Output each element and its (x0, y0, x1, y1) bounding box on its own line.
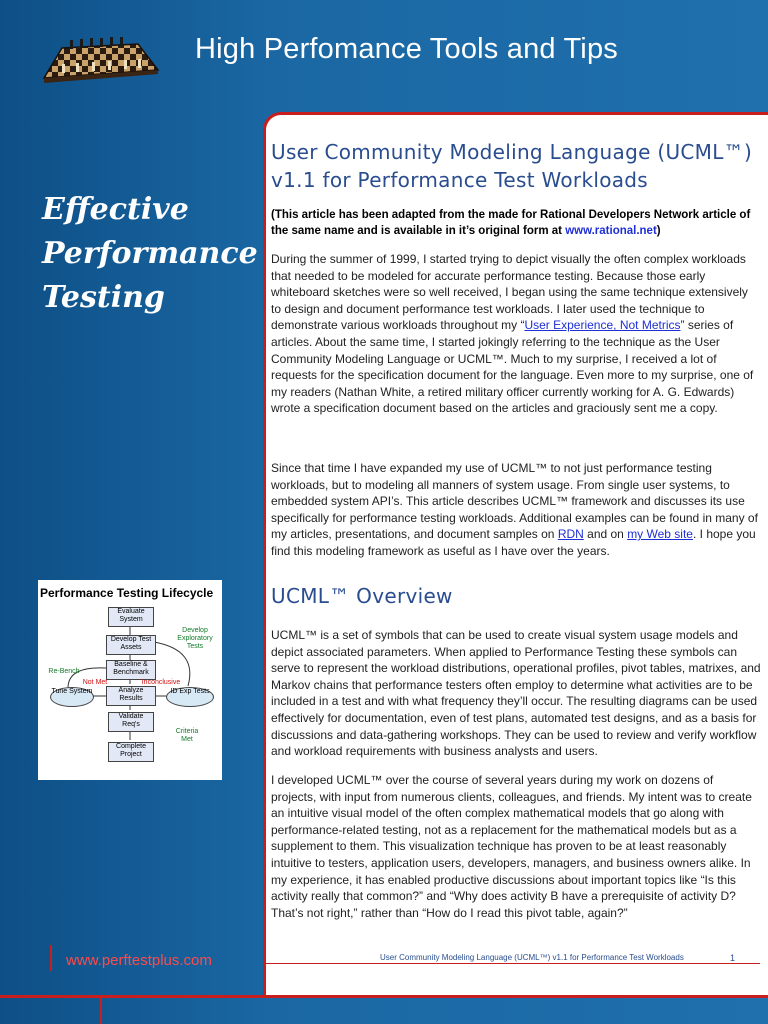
label-inconclusive: Inconclusive (141, 679, 181, 686)
label-rebench: Re-Bench (48, 668, 80, 675)
paragraph: I developed UCML™ over the course of several years during my work on dozens of projects, with input from numerous clients, colleagues, and friends. My intent was to create an intuitive visual model of the often complex mathematical models that go along with performance-related testing, not as a replacement for the mathematical models but as a supplement to them. This visualization technique has proven to be at least reasonably intuitive to testers, application users, developers, managers, and business owners alike. In my experience, it has enabled productive discussions about important topics like “Is this activity really that common?” and “Why does activity B have a prerequisite of activity D? That’s not right,” rather than “How do I read this pivot table, again?” (271, 773, 752, 920)
paragraph: Since that time I have expanded my use of UCML™ to not just performance testing workloads, but to modeling all manners of system usage. From single user systems, to embedded system API’s. This article describes UCML™ framework and discusses its use specifically for performance testing workloads. Additional examples can be found in many of my articles, presentations, and document samples on RDN and on my Web site. I hope you find this modeling framework as useful as I have over the years. (271, 461, 758, 558)
page-number: 1 (730, 953, 736, 963)
label-criteria-met: Criteria Met (175, 728, 199, 743)
chessboard-logo (40, 30, 160, 90)
paragraph: UCML™ is a set of symbols that can be used to create visual system usage models and depict associated parameters. When applied to Performance Testing these symbols can serve to represent the workload distributions, operational profiles, pivot tables, matrixes, and Markov chains that performance testers often employ to determine what activities are to be included in a test and with what frequency they’ll occur. The resulting diagrams can be used effectively for documentation, even of test plans, automated test designs, and as a basis for discussions and data-gathering workshops. They can be used to review and verify workflow and workload requirements with business analysts and users. (271, 628, 761, 759)
node-tune: Tune System (50, 687, 94, 707)
sidebar-heading (42, 188, 258, 320)
footer-divider (50, 945, 52, 971)
node-identify: ID Exp Tests (166, 687, 214, 707)
header-title: High Perfomance Tools and Tips (195, 33, 618, 65)
node-validate: Validate Req's (108, 712, 154, 732)
bottom-tick (100, 995, 102, 1024)
lifecycle-figure (38, 580, 222, 780)
paragraph: During the summer of 1999, I started trying to depict visually the often complex workloads that needed to be modeled for accurate performance testing. Because those early whiteboard sketches were so well received, I began using the same technique extensively to design and document performance test workloads. I later used the technique to demonstrate various workloads throughout my “User Experience, Not Metrics” series of articles. About the same time, I started jokingly referring to the technique as the User Community Modeling Language or UCML™. Much to my surprise, I received a lot of requests for the specification document for the language. Even more to my surprise, one of my readers (Nathan White, a retired military officer currently working for A. G. Edwards) wrote a specification document based on the articles and graciously sent me a copy. (271, 252, 754, 416)
node-baseline: Baseline & Benchmark (106, 660, 156, 680)
figure-title: Performance Testing Lifecycle (40, 586, 214, 600)
sidebar-heading-line: Effective (42, 192, 189, 227)
section-title: UCML™ Overview (271, 584, 453, 608)
article-note: (This article has been adapted from the made for Rational Developers Network article of the same name and is available in it’s original form at www.rational.net) (271, 209, 751, 237)
node-complete: Complete Project (108, 742, 154, 762)
rdn-link[interactable]: RDN (557, 527, 584, 542)
sidebar-heading-line: Testing (42, 280, 165, 315)
bottom-rule (0, 995, 768, 998)
node-evaluate: Evaluate System (108, 607, 154, 627)
article-title: User Community Modeling Language (UCML™) v1.1 for Performance Test Workloads (271, 140, 753, 192)
rational-link[interactable]: www.rational.net (565, 224, 657, 237)
footer-doc-title: User Community Modeling Language (UCML™) v1.1 for Performance Test Workloads (380, 953, 684, 962)
article-panel (263, 112, 768, 995)
web-site-link[interactable]: my Web site (627, 527, 693, 542)
label-develop-exploratory: Develop Exploratory Tests (177, 627, 213, 650)
sidebar-heading-line: Performance (42, 236, 258, 271)
user-experience-link[interactable]: User Experience, Not Metrics (524, 318, 681, 333)
label-not-met: Not Met (82, 679, 108, 686)
node-analyze: Analyze Results (106, 686, 156, 706)
node-develop: Develop Test Assets (106, 635, 156, 655)
footer-rule (266, 963, 760, 964)
website-link[interactable]: www.perftestplus.com (66, 952, 212, 969)
